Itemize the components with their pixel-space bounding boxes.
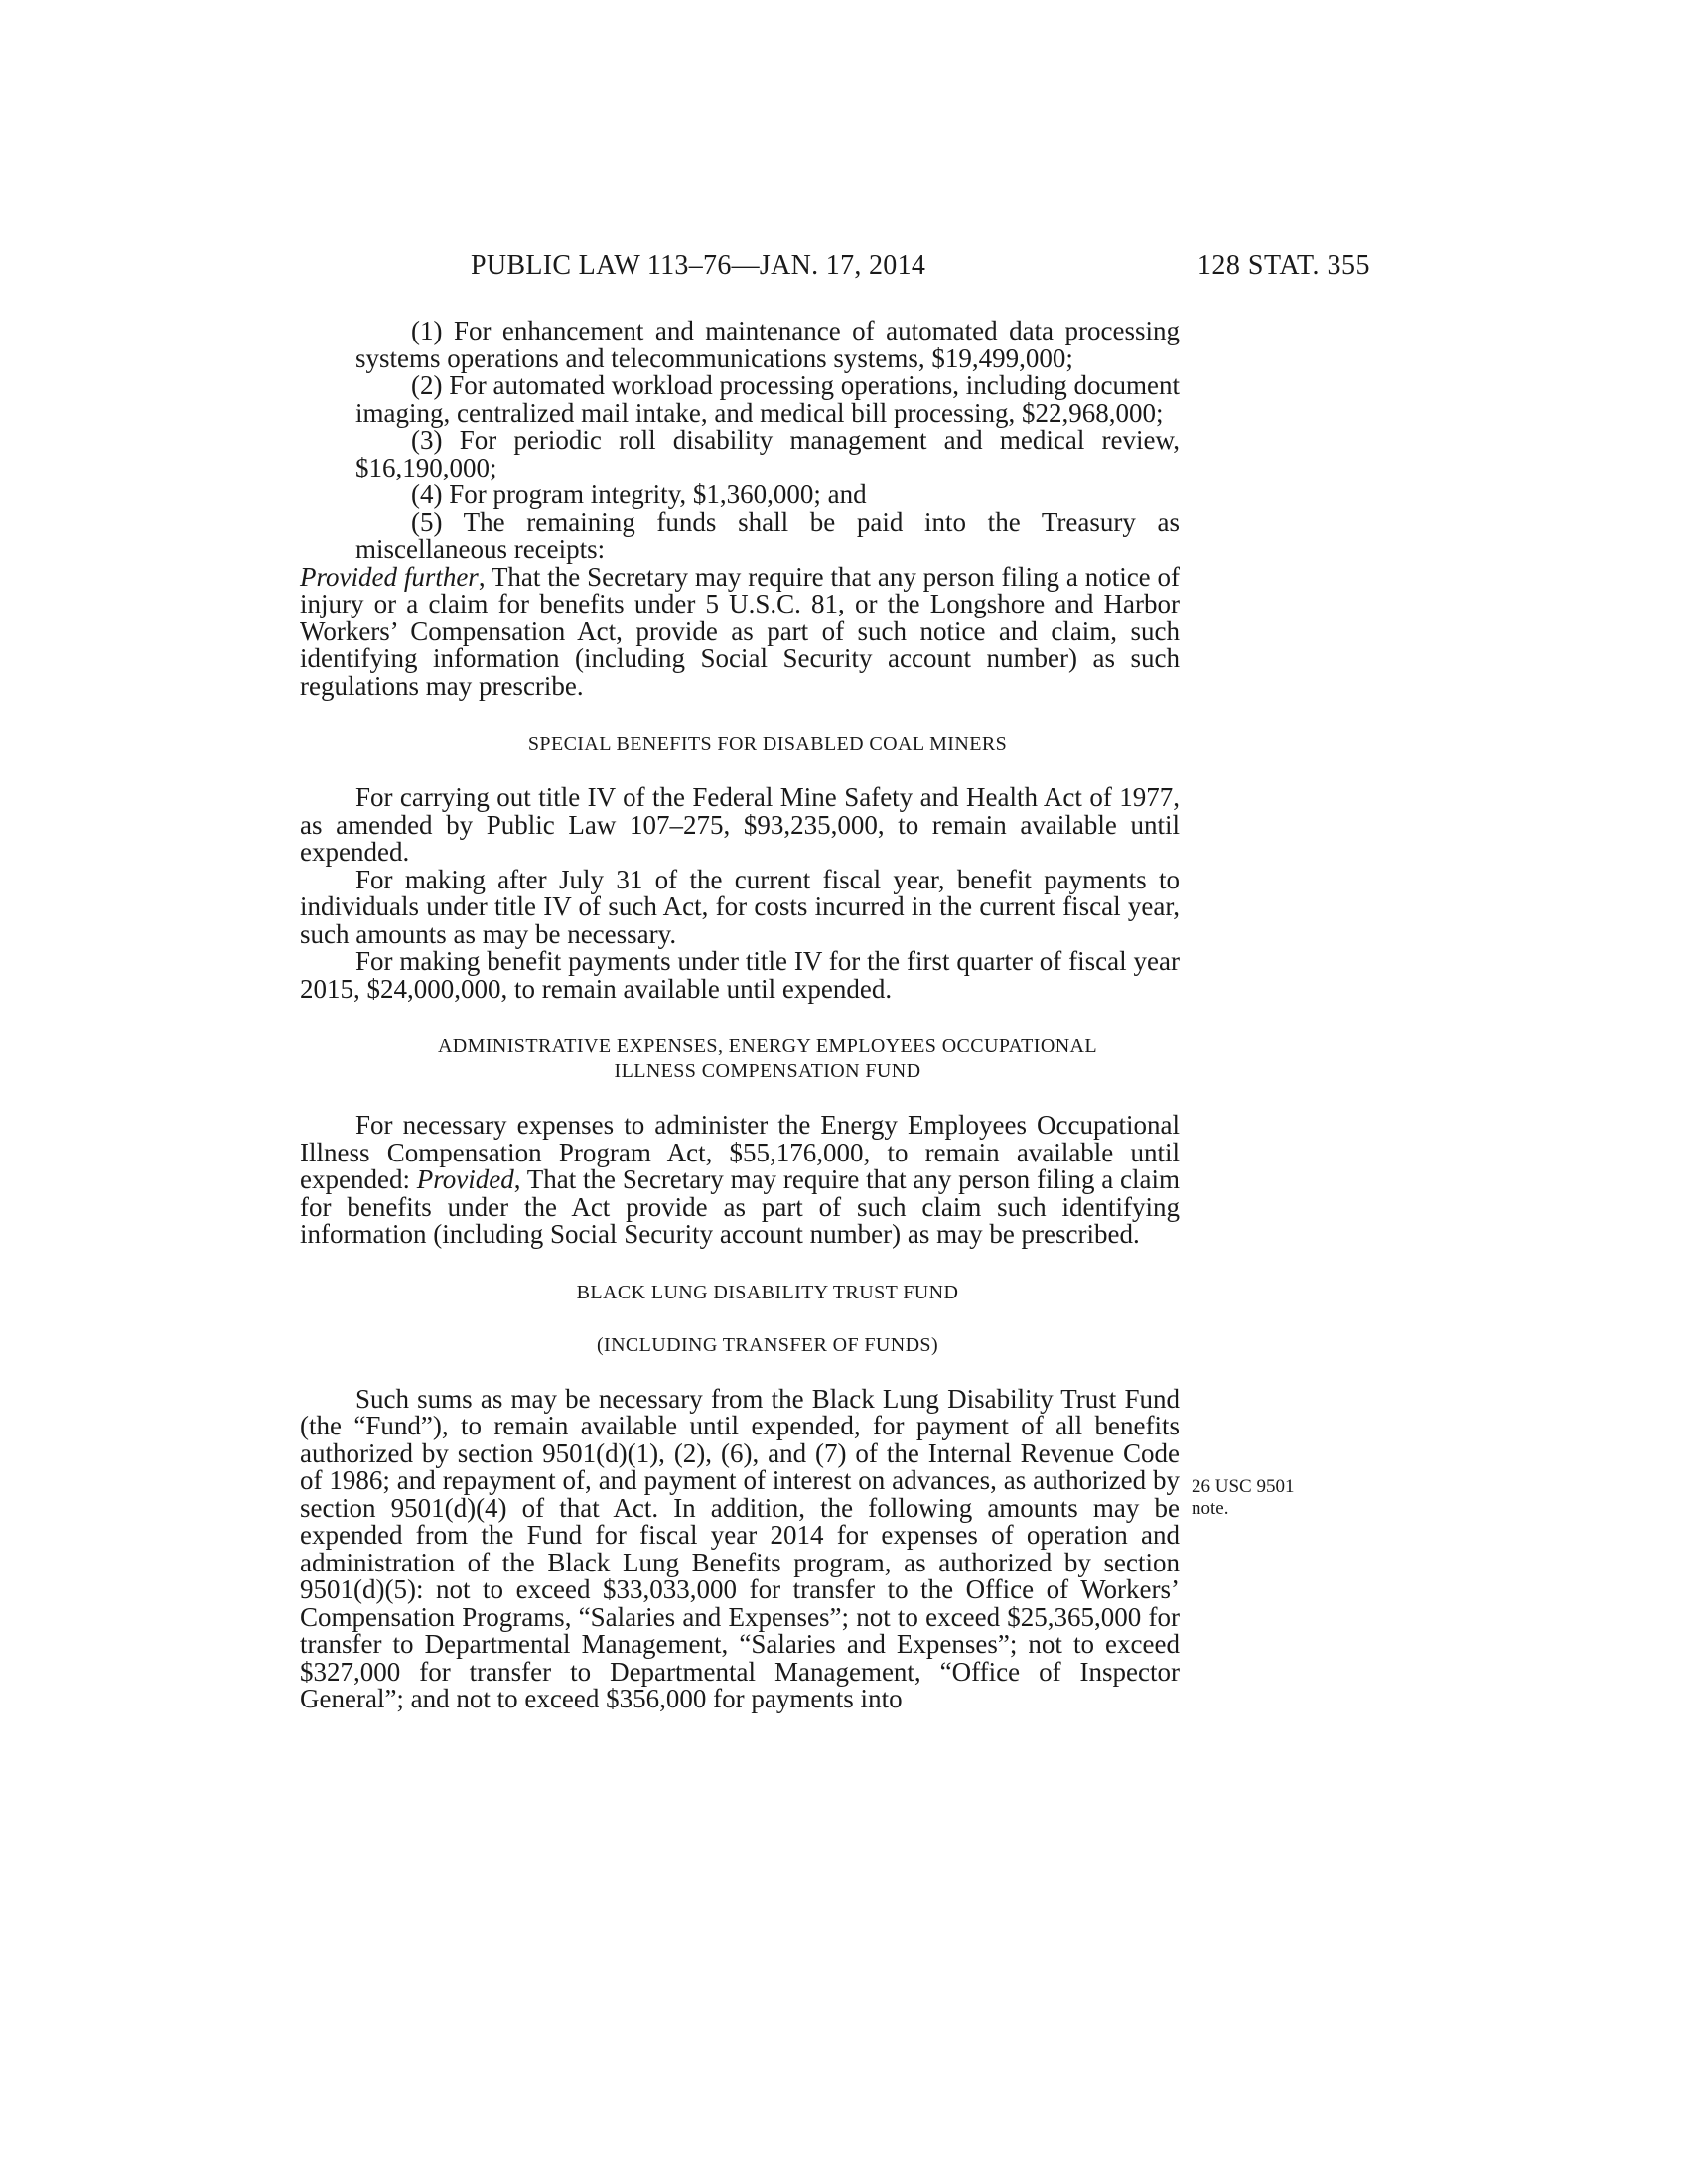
proviso-text: , That the Secretary may require that any person filing a notice of injury or a claim for benefits under 5 U.S.C. 81, or the Longshore and Harbor Workers’ Compensation Act, provide as part of such notice and claim, such identifying information (including Social Security account number) as such regulations may prescribe. bbox=[300, 561, 1181, 701]
black-lung-paragraph: Such sums as may be necessary from the Black Lung Disability Trust Fund (the “Fund”), to remain available until expended, for payment of all benefits authorized by section 9501(d)(1), (2), (6), and (7) of the Internal Revenue Code of 1986; and repayment of, and payment of interest on advances, as authorized by section 9501(d)(4) of that Act. In addition, the following amounts may be expended from the Fund for fiscal year 2014 for expenses of operation and administration of the Black Lung Benefits program, as authorized by section 9501(d)(5): not to exceed $33,033,000 for transfer to the Office of Workers’ Compensation Programs, “Salaries and Expenses”; not to exceed $25,365,000 for transfer to Departmental Management, “Salaries and Expenses”; not to exceed $327,000 for transfer to Departmental Management, “Office of Inspector General”; and not to exceed $356,000 for payments into bbox=[300, 1383, 1180, 1713]
list-item: (2) For automated workload processing operations, including document imaging, centralized mail intake, and medical bill processing, $22,968,000; bbox=[355, 370, 1180, 428]
list-item: (5) The remaining funds shall be paid into the Treasury as miscellaneous receipts: bbox=[355, 506, 1180, 564]
list-item: (4) For program integrity, $1,360,000; and bbox=[411, 479, 867, 509]
energy-paragraph bbox=[300, 1112, 1180, 1249]
coal-paragraph: For making benefit payments under title IV for the first quarter of fiscal year 2015, $24,000,000, to remain available until expended. bbox=[300, 946, 1180, 1004]
funding-list bbox=[300, 318, 1180, 564]
margin-note-line: note. bbox=[1192, 1498, 1229, 1519]
list-item: (3) For periodic roll disability management and medical review, $16,190,000; bbox=[355, 425, 1180, 482]
energy-text-after: , That the Secretary may require that any person filing a claim for benefits under the Act provide as part of such claim such identifying information (including Social Security account number) as may be prescribed. bbox=[300, 1164, 1180, 1249]
coal-paragraph: For carrying out title IV of the Federal Mine Safety and Health Act of 1977, as amended by Public Law 107–275, $93,235,000, to remain available until expended. bbox=[300, 782, 1180, 867]
margin-note-line: 26 USC 9501 bbox=[1192, 1476, 1295, 1497]
energy-proviso-italic: Provided bbox=[416, 1164, 514, 1194]
energy-text-before: For necessary expenses to administer the Energy Employees Occupational Illness Compensation Program Act, $55,176,000, to remain available until expended: bbox=[300, 1110, 1180, 1194]
list-item: (1) For enhancement and maintenance of automated data processing systems operations and telecommunications systems, $19,499,000; bbox=[355, 316, 1180, 373]
section-heading-black-lung: BLACK LUNG DISABILITY TRUST FUND bbox=[576, 1281, 959, 1303]
proviso-paragraph bbox=[300, 561, 1181, 701]
public-law-title: PUBLIC LAW 113–76—JAN. 17, 2014 bbox=[471, 250, 926, 281]
statute-page-reference: 128 STAT. 355 bbox=[1196, 250, 1370, 281]
page-header bbox=[298, 250, 1370, 290]
proviso-italic: Provided further bbox=[300, 561, 479, 592]
section-heading-energy-line2: ILLNESS COMPENSATION FUND bbox=[614, 1060, 921, 1082]
section-heading-coal-miners: SPECIAL BENEFITS FOR DISABLED COAL MINERS bbox=[527, 733, 1008, 754]
section-heading-energy-line1: ADMINISTRATIVE EXPENSES, ENERGY EMPLOYEES OCCUPATIONAL bbox=[437, 1035, 1098, 1057]
document-body bbox=[300, 318, 1180, 1713]
section-subheading-transfer: (INCLUDING TRANSFER OF FUNDS) bbox=[596, 1333, 939, 1356]
margin-citation-note bbox=[1192, 1476, 1331, 1520]
coal-paragraph: For making after July 31 of the current fiscal year, benefit payments to individuals under title IV of such Act, for costs incurred in the current fiscal year, such amounts as may be necessary. bbox=[300, 864, 1180, 949]
